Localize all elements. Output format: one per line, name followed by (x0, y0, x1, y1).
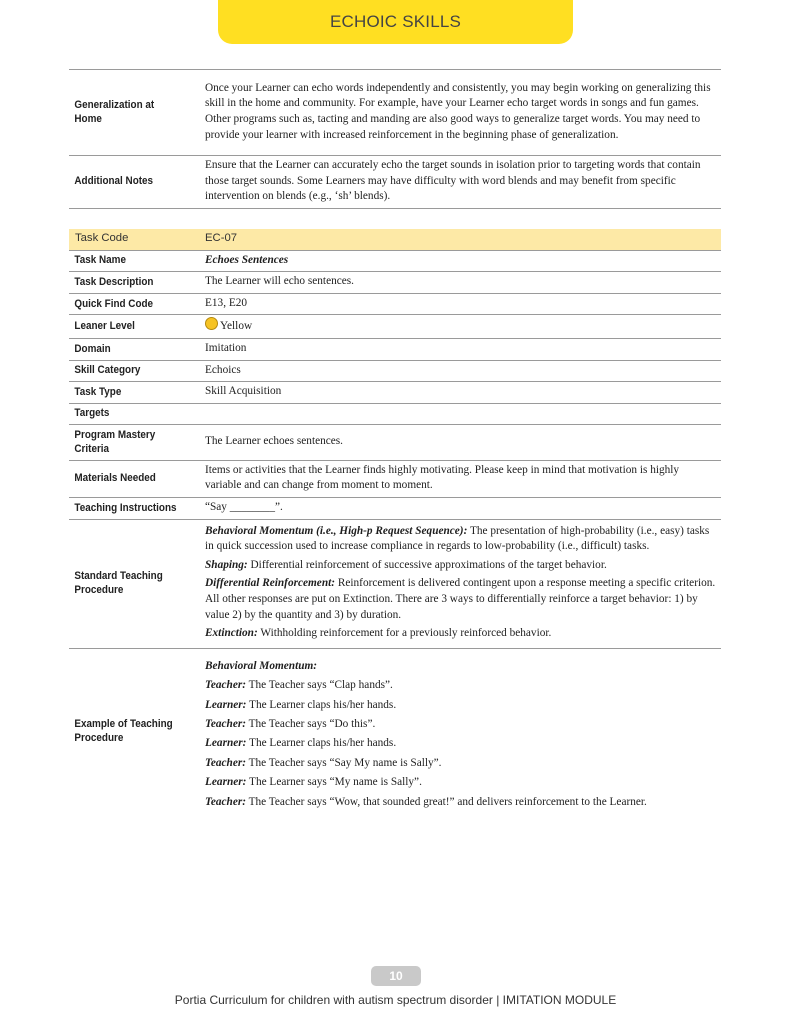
task-name-value: Echoes Sentences (199, 250, 721, 272)
procedure-item (205, 558, 717, 574)
example-line (205, 754, 717, 773)
learner-level-value: Yellow (220, 320, 253, 333)
example-speaker: Learner: (205, 737, 247, 750)
example-text: The Learner says “My name is Sally”. (246, 776, 422, 789)
quick-find-value: E13, E20 (199, 293, 721, 315)
example-line (205, 773, 717, 792)
targets-label: Targets (69, 403, 186, 424)
procedure-text: Differential reinforcement of successive approximations of the target behavior. (247, 558, 607, 571)
example-line (205, 715, 717, 734)
example-speaker: Teacher: (205, 795, 246, 808)
example-line (205, 793, 717, 812)
procedure-text: Reinforcement is delivered contingent upon a response meeting a specific criterion. All other responses are put on Extinction. There are 3 ways to differentially reinforce a target behavior: 1) by value 2) by the quantity and 3) by duration. (205, 577, 716, 621)
notes-row (69, 156, 721, 209)
example-text: The Learner claps his/her hands. (246, 737, 397, 750)
materials-label: Materials Needed (69, 460, 186, 497)
skill-category-value: Echoics (199, 360, 721, 382)
skill-category-label: Skill Category (69, 360, 186, 382)
mastery-criteria-label: Program Mastery Criteria (69, 424, 186, 460)
procedure-term: Differential Reinforcement: (205, 577, 336, 590)
task-description-row (69, 272, 721, 294)
task-name-label: Task Name (69, 250, 186, 272)
teaching-instructions-label: Teaching Instructions (69, 497, 186, 519)
task-type-value: Skill Acquisition (199, 382, 721, 404)
materials-value: Items or activities that the Learner finds highly motivating. Please keep in mind that motivation is highly variable and can change from moment to moment. (199, 460, 721, 497)
example-text: The Learner claps his/her hands. (246, 698, 397, 711)
example-line (205, 676, 717, 695)
generalization-row (69, 70, 721, 156)
section-title: ECHOIC SKILLS (329, 12, 462, 31)
procedure-term: Behavioral Momentum (i.e., High-p Request Sequence): (205, 524, 468, 537)
teaching-instructions-row (69, 497, 721, 519)
generalization-table (69, 69, 721, 209)
domain-row (69, 338, 721, 360)
skill-category-row (69, 360, 721, 382)
notes-label: Additional Notes (69, 156, 186, 209)
page-footer: Portia Curriculum for children with autism spectrum disorder | IMITATION MODULE (174, 993, 617, 1007)
task-name-row (69, 250, 721, 272)
generalization-text: Once your Learner can echo words independently and consistently, you may begin working on generalizing this skill in the home and community. For example, have your Learner echo target words in songs and fun games. Other programs such as, tacting and manding are also good ways to generalize target words. You may need to provide your learner with increased reinforcement in the beginning phase of generalization. (199, 70, 721, 156)
example-speaker: Teacher: (205, 717, 246, 730)
standard-procedure-row (69, 519, 721, 648)
procedure-term: Extinction: (205, 627, 258, 640)
procedure-item (205, 576, 717, 623)
task-description-value: The Learner will echo sentences. (199, 272, 721, 294)
example-procedure-label: Example of Teaching Procedure (74, 718, 173, 745)
standard-procedure-label: Standard Teaching Procedure (69, 519, 186, 648)
mastery-criteria-value: The Learner echoes sentences. (199, 424, 721, 460)
domain-value: Imitation (199, 338, 721, 360)
example-line (205, 734, 717, 753)
example-speaker: Learner: (205, 776, 247, 789)
section-header-tab (218, 0, 573, 44)
quick-find-label: Quick Find Code (69, 293, 186, 315)
example-speaker: Teacher: (205, 756, 246, 769)
domain-label: Domain (69, 338, 186, 360)
task-code-row (69, 229, 721, 250)
task-code-value: EC-07 (199, 229, 721, 250)
example-text: The Teacher says “Do this”. (246, 717, 376, 730)
example-heading: Behavioral Momentum: (205, 659, 318, 672)
targets-value (199, 403, 721, 424)
notes-text: Ensure that the Learner can accurately echo the target sounds in isolation prior to targeting words that contain those target sounds. Some Learners may have difficulty with word blends and may benefit from specific intervention on blends (e.g., ‘sh’ blends). (199, 156, 721, 209)
task-table (69, 229, 721, 815)
generalization-label: Generalization at Home (69, 70, 186, 156)
page-number: 10 (389, 969, 403, 983)
example-text: The Teacher says “Clap hands”. (246, 679, 393, 692)
procedure-item (205, 626, 717, 642)
example-procedure-row (69, 648, 721, 815)
procedure-term: Shaping: (205, 558, 248, 571)
learner-level-cell (199, 315, 721, 339)
learner-level-label: Leaner Level (69, 315, 186, 339)
quick-find-row (69, 293, 721, 315)
targets-row (69, 403, 721, 424)
example-procedure-cell (199, 648, 721, 815)
task-code-label: Task Code (69, 229, 199, 250)
example-line (205, 696, 717, 715)
teaching-instructions-value: “Say ________”. (199, 497, 721, 519)
task-type-row (69, 382, 721, 404)
procedure-text: Withholding reinforcement for a previously reinforced behavior. (257, 627, 552, 640)
learner-level-row (69, 315, 721, 339)
task-description-label: Task Description (69, 272, 186, 294)
example-speaker: Learner: (205, 698, 247, 711)
yellow-level-dot-icon (205, 317, 218, 330)
materials-row (69, 460, 721, 497)
example-text: The Teacher says “Say My name is Sally”. (246, 756, 442, 769)
procedure-text: The presentation of high-probability (i.e., easy) tasks in quick succession used to increase compliance in regards to low-probability (i.e., difficult) tasks. (205, 524, 710, 553)
procedure-item (205, 524, 717, 555)
page-number-badge (371, 966, 421, 986)
mastery-criteria-row (69, 424, 721, 460)
standard-procedure-cell (199, 519, 721, 648)
example-speaker: Teacher: (205, 679, 246, 692)
task-type-label: Task Type (69, 382, 186, 404)
example-text: The Teacher says “Wow, that sounded great!” and delivers reinforcement to the Learner. (246, 795, 647, 808)
